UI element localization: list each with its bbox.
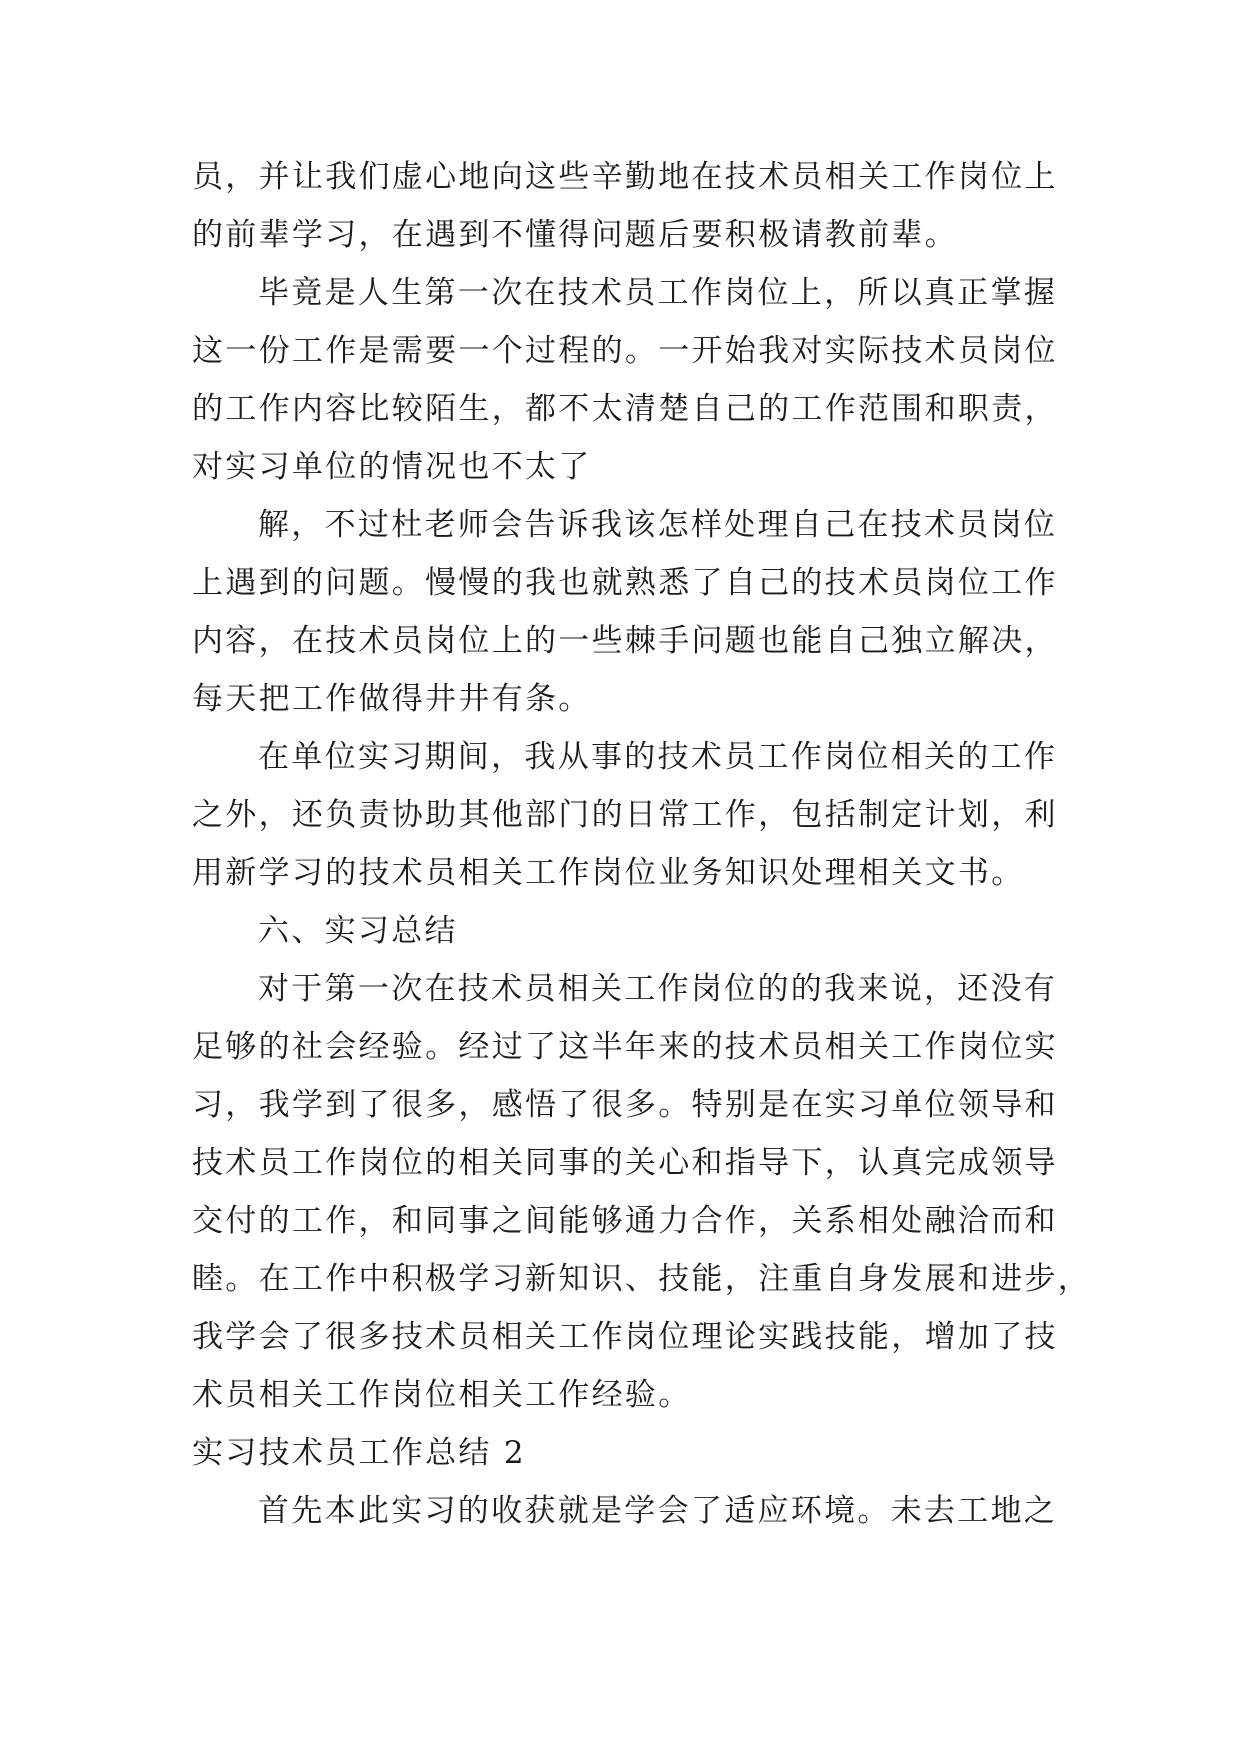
text-line: 习，我学到了很多，感悟了很多。特别是在实习单位领导和 — [192, 1087, 1058, 1123]
paragraph-start-line: 在单位实习期间，我从事的技术员工作岗位相关的工作 — [258, 739, 1058, 775]
section-heading: 六、实习总结 — [258, 913, 458, 949]
text-line: 我学会了很多技术员相关工作岗位理论实践技能，增加了技 — [192, 1319, 1058, 1355]
paragraph-start-line: 毕竟是人生第一次在技术员工作岗位上，所以真正掌握 — [258, 275, 1058, 311]
text-line: 上遇到的问题。慢慢的我也就熟悉了自己的技术员岗位工作 — [192, 565, 1058, 601]
document-title: 实习技术员工作总结 2 — [192, 1435, 526, 1471]
text-line: 交付的工作，和同事之间能够通力合作，关系相处融洽而和 — [192, 1203, 1058, 1239]
paragraph-start-line: 首先本此实习的收获就是学会了适应环境。未去工地之 — [258, 1493, 1058, 1529]
text-line: 每天把工作做得井井有条。 — [192, 681, 592, 717]
text-line: 的前辈学习，在遇到不懂得问题后要积极请教前辈。 — [192, 217, 958, 253]
text-line: 这一份工作是需要一个过程的。一开始我对实际技术员岗位 — [192, 333, 1058, 369]
text-line: 之外，还负责协助其他部门的日常工作，包括制定计划，利 — [192, 797, 1058, 833]
text-line: 足够的社会经验。经过了这半年来的技术员相关工作岗位实 — [192, 1029, 1058, 1065]
text-line: 员，并让我们虚心地向这些辛勤地在技术员相关工作岗位上 — [192, 159, 1058, 195]
paragraph-start-line: 对于第一次在技术员相关工作岗位的的我来说，还没有 — [258, 971, 1058, 1007]
text-line: 技术员工作岗位的相关同事的关心和指导下，认真完成领导 — [192, 1145, 1058, 1181]
text-line: 的工作内容比较陌生，都不太清楚自己的工作范围和职责， — [192, 391, 1058, 427]
text-line: 用新学习的技术员相关工作岗位业务知识处理相关文书。 — [192, 855, 1025, 891]
text-line: 睦。在工作中积极学习新知识、技能，注重自身发展和进步， — [192, 1261, 1092, 1297]
paragraph-start-line: 解，不过杜老师会告诉我该怎样处理自己在技术员岗位 — [258, 507, 1058, 543]
text-line: 术员相关工作岗位相关工作经验。 — [192, 1377, 692, 1413]
text-line: 内容，在技术员岗位上的一些棘手问题也能自己独立解决， — [192, 623, 1058, 659]
text-line: 对实习单位的情况也不太了 — [192, 449, 592, 485]
